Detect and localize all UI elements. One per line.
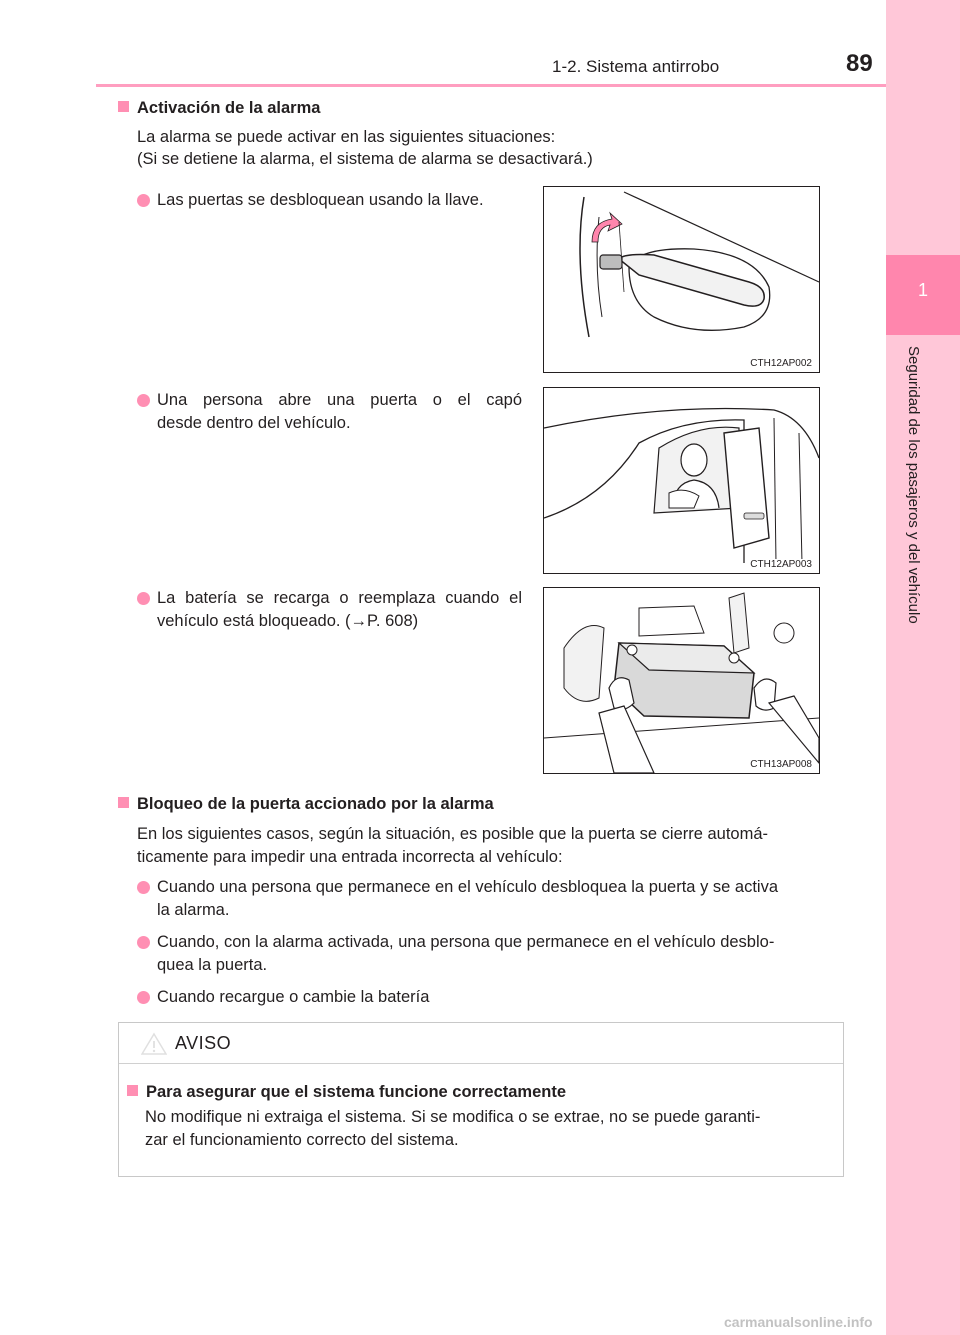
figure-battery	[543, 587, 820, 774]
alarm-activation-heading	[118, 99, 320, 118]
warning-heading-text: Para asegurar que el sistema funcione correctamente	[146, 1083, 567, 1101]
alarm-item-1	[137, 189, 522, 212]
warning-triangle-icon	[141, 1032, 167, 1056]
figure-person-door	[543, 387, 820, 574]
warning-heading	[127, 1083, 566, 1102]
warning-text-line2: zar el funcionamiento correcto del sistema.	[145, 1131, 459, 1149]
watermark: carmanualsonline.info	[724, 1314, 873, 1330]
door-lock-item-3	[137, 986, 842, 1009]
person-opening-door-illustration	[544, 388, 819, 573]
alarm-intro-line1: La alarma se puede activar en las siguientes situaciones:	[137, 128, 556, 146]
figure-door-key	[543, 186, 820, 373]
alarm-item-2	[137, 389, 522, 435]
circle-bullet-icon	[137, 881, 150, 894]
door-lock-item-1	[137, 876, 842, 922]
figure-code-label: CTH12AP002	[750, 358, 812, 369]
circle-bullet-icon	[137, 936, 150, 949]
alarm-item-3	[137, 587, 522, 633]
warning-header	[119, 1023, 843, 1064]
header-rule	[96, 84, 886, 87]
chapter-title: Seguridad de los pasajeros y del vehículo	[905, 346, 922, 624]
figure-code-label: CTH12AP003	[750, 559, 812, 570]
alarm-item-3-line2: vehículo está bloqueado. (→P. 608)	[157, 612, 419, 630]
door-lock-heading	[118, 795, 494, 814]
warning-box	[118, 1022, 844, 1177]
door-lock-item-3-line1: Cuando recargue o cambie la batería	[157, 988, 430, 1006]
door-lock-item-1-line2: la alarma.	[157, 901, 230, 919]
square-bullet-icon	[118, 797, 129, 808]
alarm-item-2-line1: Una persona abre una puerta o el capó	[157, 391, 522, 409]
door-lock-item-1-line1: Cuando una persona que permanece en el vehículo desbloquea la puerta y se activa	[157, 878, 779, 896]
door-lock-intro-line1: En los siguientes casos, según la situación, es posible que la puerta se cierre automá-	[137, 825, 769, 843]
door-key-illustration	[544, 187, 819, 372]
circle-bullet-icon	[137, 194, 150, 207]
circle-bullet-icon	[137, 991, 150, 1004]
heading-text: Activación de la alarma	[137, 99, 321, 117]
circle-bullet-icon	[137, 394, 150, 407]
alarm-item-1-text: Las puertas se desbloquean usando la llave.	[157, 191, 484, 209]
door-lock-item-2-line2: quea la puerta.	[157, 956, 268, 974]
figure-code-label: CTH13AP008	[750, 759, 812, 770]
warning-text	[145, 1106, 835, 1152]
door-lock-intro-line2: ticamente para impedir una entrada incorrecta al vehículo:	[137, 848, 563, 866]
heading-text: Bloqueo de la puerta accionado por la alarma	[137, 795, 494, 813]
warning-label: AVISO	[175, 1033, 232, 1053]
page-number: 89	[846, 50, 873, 77]
door-lock-item-2	[137, 931, 842, 977]
square-bullet-icon	[118, 101, 129, 112]
chapter-number: 1	[917, 280, 928, 300]
square-bullet-icon	[127, 1085, 138, 1096]
warning-text-line1: No modifique ni extraiga el sistema. Si se modifica o se extrae, no se puede garanti-	[145, 1108, 761, 1126]
circle-bullet-icon	[137, 592, 150, 605]
side-strip	[886, 0, 960, 1335]
battery-replacement-illustration	[544, 588, 819, 773]
section-title: 1-2. Sistema antirrobo	[552, 57, 720, 76]
alarm-intro-line2: (Si se detiene la alarma, el sistema de alarma se desactivará.)	[137, 150, 593, 168]
alarm-item-2-line2: desde dentro del vehículo.	[157, 414, 351, 432]
alarm-item-3-line1: La batería se recarga o reemplaza cuando el	[157, 589, 522, 607]
door-lock-item-2-line1: Cuando, con la alarma activada, una persona que permanece en el vehículo desblo-	[157, 933, 775, 951]
